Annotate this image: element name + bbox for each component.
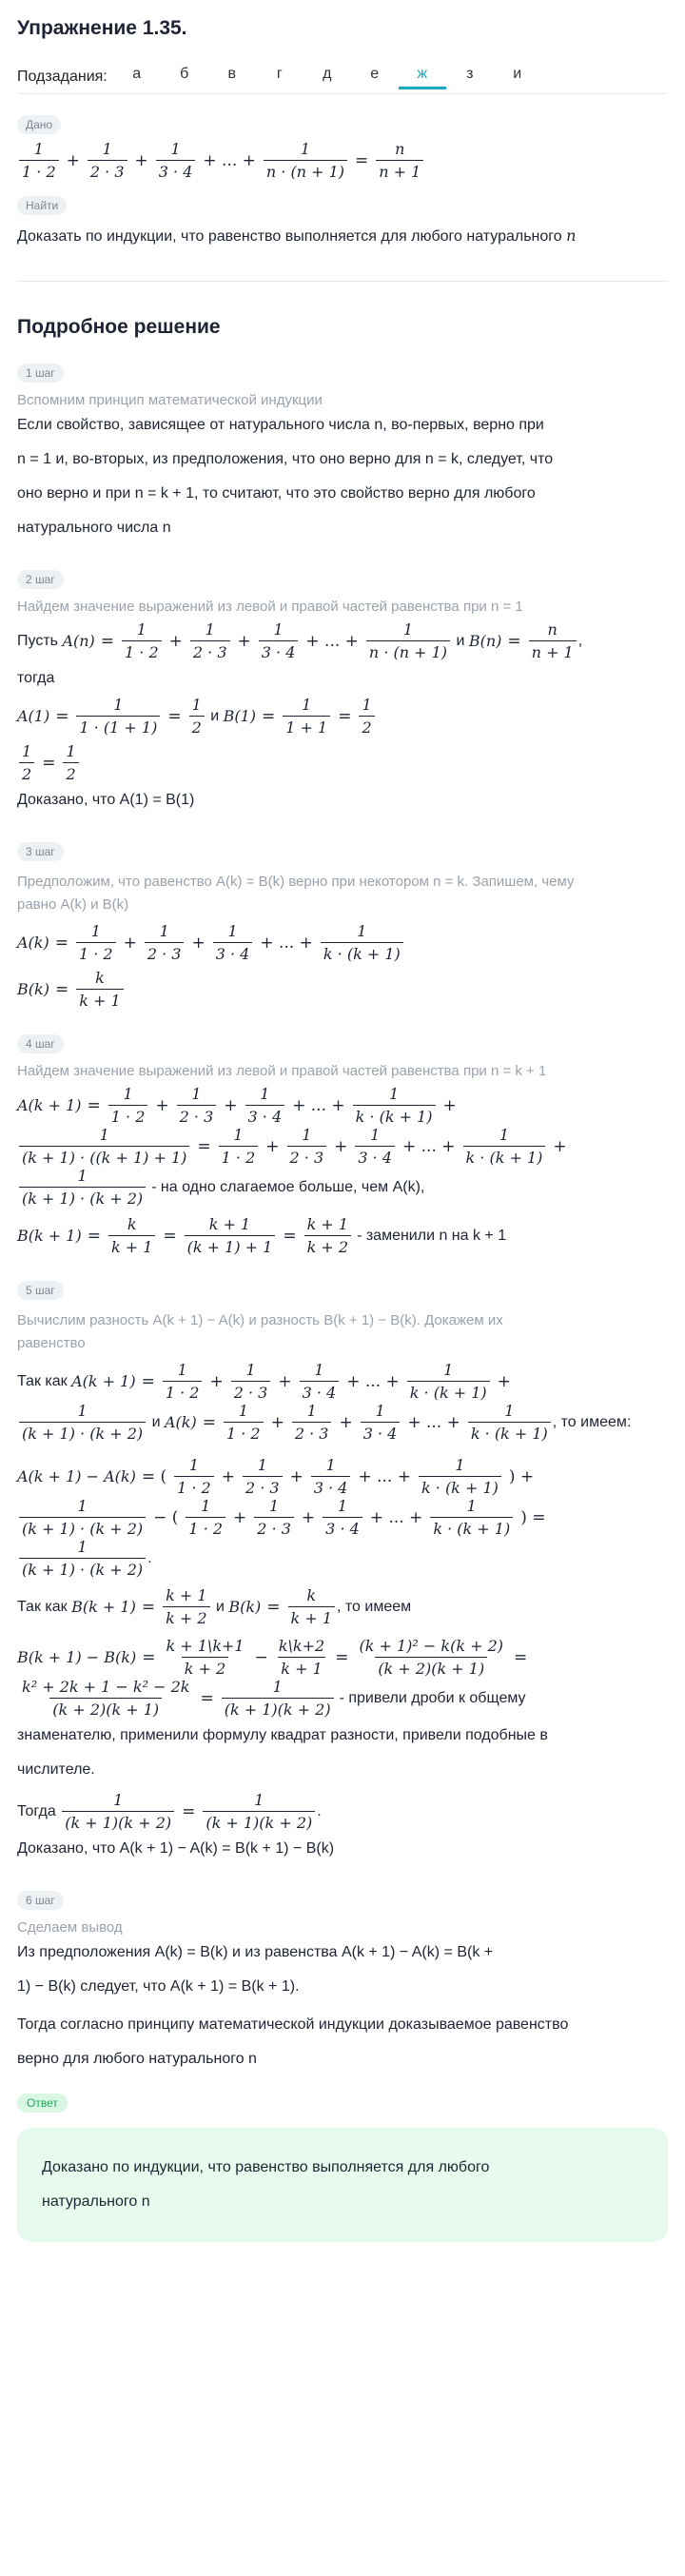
step-label: 5 шаг	[17, 1281, 64, 1300]
divider	[17, 281, 668, 282]
step-label: 6 шаг	[17, 1891, 64, 1910]
tab-a[interactable]: а	[132, 65, 142, 82]
step-text: Из предположения A(k) = B(k) и из равенства A(k + 1) − A(k) = B(k + 1) − B(k) следует, что A(k + 1) = B(k + 1).	[17, 1944, 494, 1995]
formula-An: Пусть A(n) = $\frac{1}{1 \cdot 2}$ + $\frac{1}{2 \cdot 3}$ + $\frac{1}{3 \cdot 4}$ + ... + $\frac{1}{n \cdot (n + 1)}$ и B(n) = $\frac{n}{n + 1}$ ,	[17, 620, 583, 661]
subtasks-label: Подзадания:	[17, 69, 108, 85]
formula-Bk: B(k) = $\frac{k}{k + 1}$	[17, 969, 668, 1010]
step-2: 2 шаг Найдем значение выражений из левой и правой частей равенства при n = 1 Пусть A(n) = $\frac{1}{1 \cdot 2}$ + $\frac{1}{2 \cdot 3}$ + $\frac{1}{3 \cdot 4}$ + ... + $\frac{1}{n \cdot (n + 1)}$ и B(n) = $\frac{n}{n + 1}$ , тогда A(1) = $\frac{1}{1 \cdot (1 + 1)}$ = $\frac{1}{2}$ и B(1) = $\frac{1}{1 + 1}$ = $\frac{1}{2}$ $\frac{1}{2}$ = $\frac{1}{2}$ Доказано, что A(1) = B(1)	[17, 570, 668, 817]
step-label: 3 шаг	[17, 842, 64, 861]
formula-since: Так как A(k + 1) = $\frac{1}{1 \cdot 2}$ + $\frac{1}{2 \cdot 3}$ + $\frac{1}{3 \cdot 4}$ + ... + $\frac{1}{k \cdot (k + 1)}$ +	[17, 1361, 511, 1402]
tab-b[interactable]: б	[180, 65, 189, 82]
formula-Ak: A(k) = $\frac{1}{1 \cdot 2}$ + $\frac{1}{2 \cdot 3}$ + $\frac{1}{3 \cdot 4}$ + ... + $\frac{1}{k \cdot (k + 1)}$	[17, 922, 668, 963]
step-hint: Найдем значение выражений из левой и правой частей равенства при n = 1	[17, 599, 523, 615]
tab-e[interactable]: е	[370, 65, 380, 82]
tab-i[interactable]: и	[513, 65, 522, 82]
formula-Bdiff-cont: $\frac{\text{k² + 2k + 1 − k² − 2k}}{(k + 2)(k + 1)}$ = $\frac{1}{(k + 1)(k + 2)}$ - привели дроби к общему	[22, 1678, 526, 1719]
formula-Bk1: B(k + 1) = $\frac{k}{k + 1}$ = $\frac{k + 1}{(k + 1) + 1}$ = $\frac{k + 1}{k + 2}$ - заменили n на k + 1	[17, 1215, 507, 1256]
find-text: Доказать по индукции, что равенство выполняется для любого натурального n	[17, 226, 577, 245]
tab-z[interactable]: з	[466, 65, 474, 82]
step-5: 5 шаг Вычислим разность A(k + 1) − A(k) и разность B(k + 1) − B(k). Докажем их равенство Так как A(k + 1) = $\frac{1}{1 \cdot 2}$ + $\frac{1}{2 \cdot 3}$ + $\frac{1}{3 \cdot 4}$ + ... + $\frac{1}{k \cdot (k + 1)}$ + $\frac{1}{(k + 1) \cdot (k + 2)}$ и A(k) = $\frac{1}{1 \cdot 2}$ + $\frac{1}{2 \cdot 3}$ + $\frac{1}{3 \cdot 4}$ + ... + $\frac{1}{k \cdot (k + 1)}$ , то имеем: A(k + 1) − A(k) = ( $\frac{1}{1 \cdot 2}$ + $\frac{1}{2 \cdot 3}$ + $\frac{1}{3 \cdot 4}$ + ... + $\frac{1}{k \cdot (k + 1)}$ ) + $\frac{1}{(k + 1) \cdot (k + 2)}$ − ( $\frac{1}{1 \cdot 2}$ + $\frac{1}{2 \cdot 3}$ + $\frac{1}{3 \cdot 4}$ + ... + $\frac{1}{k \cdot (k + 1)}$ ) = $\frac{1}{(k + 1) \cdot (k + 2)}$ . Так как B(k + 1) = $\frac{k + 1}{k + 2}$ и B(k) = $\frac{k}{k + 1}$ , то имеем B(k + 1) − B(k) = $\frac{k + 1\backslash k+1}{k + 2}$ − $\frac{k\backslash k+2}{k + 1}$ = $\frac{\text{(k + 1)² − k(k + 2)}}{(k + 2)(k + 1)}$ = $\frac{\text{k² + 2k + 1 − k² − 2k}}{(k + 2)(k + 1)}$ = $\frac{1}{(k + 1)(k + 2)}$ - привели дроби к общему знаменателю, применили формулу квадрат разности, привели подобные в числителе. Тогда $\frac{1}{(k + 1)(k + 2)}$ = $\frac{1}{(k + 1)(k + 2)}$ . Доказано, что A(k + 1) − A(k) = B(k + 1) − B(k)	[17, 1281, 668, 1866]
step-conclusion: Тогда согласно принципу математической индукции доказываемое равенство верно для любого натурального n	[17, 2016, 569, 2067]
step-label: 2 шаг	[17, 570, 64, 589]
formula-then: Тогда $\frac{1}{(k + 1)(k + 2)}$ = $\frac{1}{(k + 1)(k + 2)}$ .	[17, 1791, 322, 1832]
solution-title: Подробное решение	[17, 316, 221, 338]
formula-Ak1: A(k + 1) = $\frac{1}{1 \cdot 2}$ + $\frac{1}{2 \cdot 3}$ + $\frac{1}{3 \cdot 4}$ + ... + $\frac{1}{k \cdot (k + 1)}$ +	[17, 1085, 457, 1126]
step-3	[17, 842, 668, 1010]
answer-box: Доказано по индукции, что равенство выполняется для любого натурального n	[17, 2128, 668, 2242]
tabs-divider	[17, 93, 668, 94]
step-hint: Вспомним принцип математической индукции	[17, 392, 323, 408]
step-hint: Сделаем вывод	[17, 1919, 123, 1936]
tab-v[interactable]: в	[227, 65, 236, 82]
given-formula: $\frac{1}{1 \cdot 2}$ + $\frac{1}{2 \cdot 3}$ + $\frac{1}{3 \cdot 4}$ + ... + $\frac{1}{n \cdot (n + 1)}$ = $\frac{n}{n + 1}$	[17, 140, 668, 181]
formula-diff: A(k + 1) − A(k) = ( $\frac{1}{1 \cdot 2}$ + $\frac{1}{2 \cdot 3}$ + $\frac{1}{3 \cdot 4}$ + ... + $\frac{1}{k \cdot (k + 1)}$ ) +	[17, 1456, 535, 1497]
tab-g[interactable]: г	[276, 65, 283, 82]
step-hint: Найдем значение выражений из левой и правой частей равенства при n = k + 1	[17, 1063, 547, 1079]
step-6	[17, 1891, 668, 2076]
formula-diff-cont: $\frac{1}{(k + 1) \cdot (k + 2)}$ − ( $\frac{1}{1 \cdot 2}$ + $\frac{1}{2 \cdot 3}$ + $\frac{1}{3 \cdot 4}$ + ... + $\frac{1}{k \cdot (k + 1)}$ ) =	[17, 1497, 668, 1538]
subtasks-tabs	[17, 65, 668, 89]
formula-diff-result: $\frac{1}{(k + 1) \cdot (k + 2)}$ .	[17, 1538, 668, 1579]
answer-label: Ответ	[17, 2094, 68, 2113]
step-text: Если свойство, зависящее от натурального числа n, во-первых, верно при n = 1 и, во-вторых, из предположения, что оно верно для n = k, следует, что оно верно и при n = k + 1, то считают, что это свойство верно для любого натурального числа n	[17, 417, 554, 536]
step-hint: Вычислим разность A(k + 1) − A(k) и разность B(k + 1) − B(k). Докажем их равенство	[17, 1312, 503, 1351]
formula-Ak1-cont: $\frac{1}{(k + 1) \cdot ((k + 1) + 1)}$ = $\frac{1}{1 \cdot 2}$ + $\frac{1}{2 \cdot 3}$ + $\frac{1}{3 \cdot 4}$ + ... + $\frac{1}{k \cdot (k + 1)}$ +	[17, 1126, 668, 1167]
step-label: 4 шаг	[17, 1034, 64, 1053]
formula-A1: A(1) = $\frac{1}{1 \cdot (1 + 1)}$ = $\frac{1}{2}$ и B(1) = $\frac{1}{1 + 1}$ = $\frac{1}{2}$	[17, 696, 668, 737]
page-title: Упражнение 1.35.	[17, 17, 187, 39]
step-hint: Предположим, что равенство A(k) = B(k) верно при некотором n = k. Запишем, чему равно A(k) и B(k)	[17, 874, 575, 913]
tab-d[interactable]: д	[323, 65, 332, 82]
formula-since-cont: $\frac{1}{(k + 1) \cdot (k + 2)}$ и A(k) = $\frac{1}{1 \cdot 2}$ + $\frac{1}{2 \cdot 3}$ + $\frac{1}{3 \cdot 4}$ + ... + $\frac{1}{k \cdot (k + 1)}$ , то имеем:	[17, 1402, 668, 1443]
formula-Ak1-tail: $\frac{1}{(k + 1) \cdot (k + 2)}$ - на одно слагаемое больше, чем A(k),	[17, 1167, 668, 1208]
formula-since-B: Так как B(k + 1) = $\frac{k + 1}{k + 2}$ и B(k) = $\frac{k}{k + 1}$ , то имеем	[17, 1586, 412, 1627]
step-1	[17, 364, 668, 545]
step-label: 1 шаг	[17, 364, 64, 383]
given-label: Дано	[17, 115, 61, 134]
tab-zh[interactable]: ж	[399, 66, 446, 89]
step-4	[17, 1034, 668, 1256]
formula-Bdiff: B(k + 1) − B(k) = $\frac{k + 1\backslash k+1}{k + 2}$ − $\frac{k\backslash k+2}{k + 1}$ = $\frac{\text{(k + 1)² − k(k + 2)}}{(k + 2)(k + 1)}$ =	[17, 1637, 528, 1678]
formula-half: $\frac{1}{2}$ = $\frac{1}{2}$	[17, 742, 668, 783]
find-label: Найти	[17, 196, 67, 215]
